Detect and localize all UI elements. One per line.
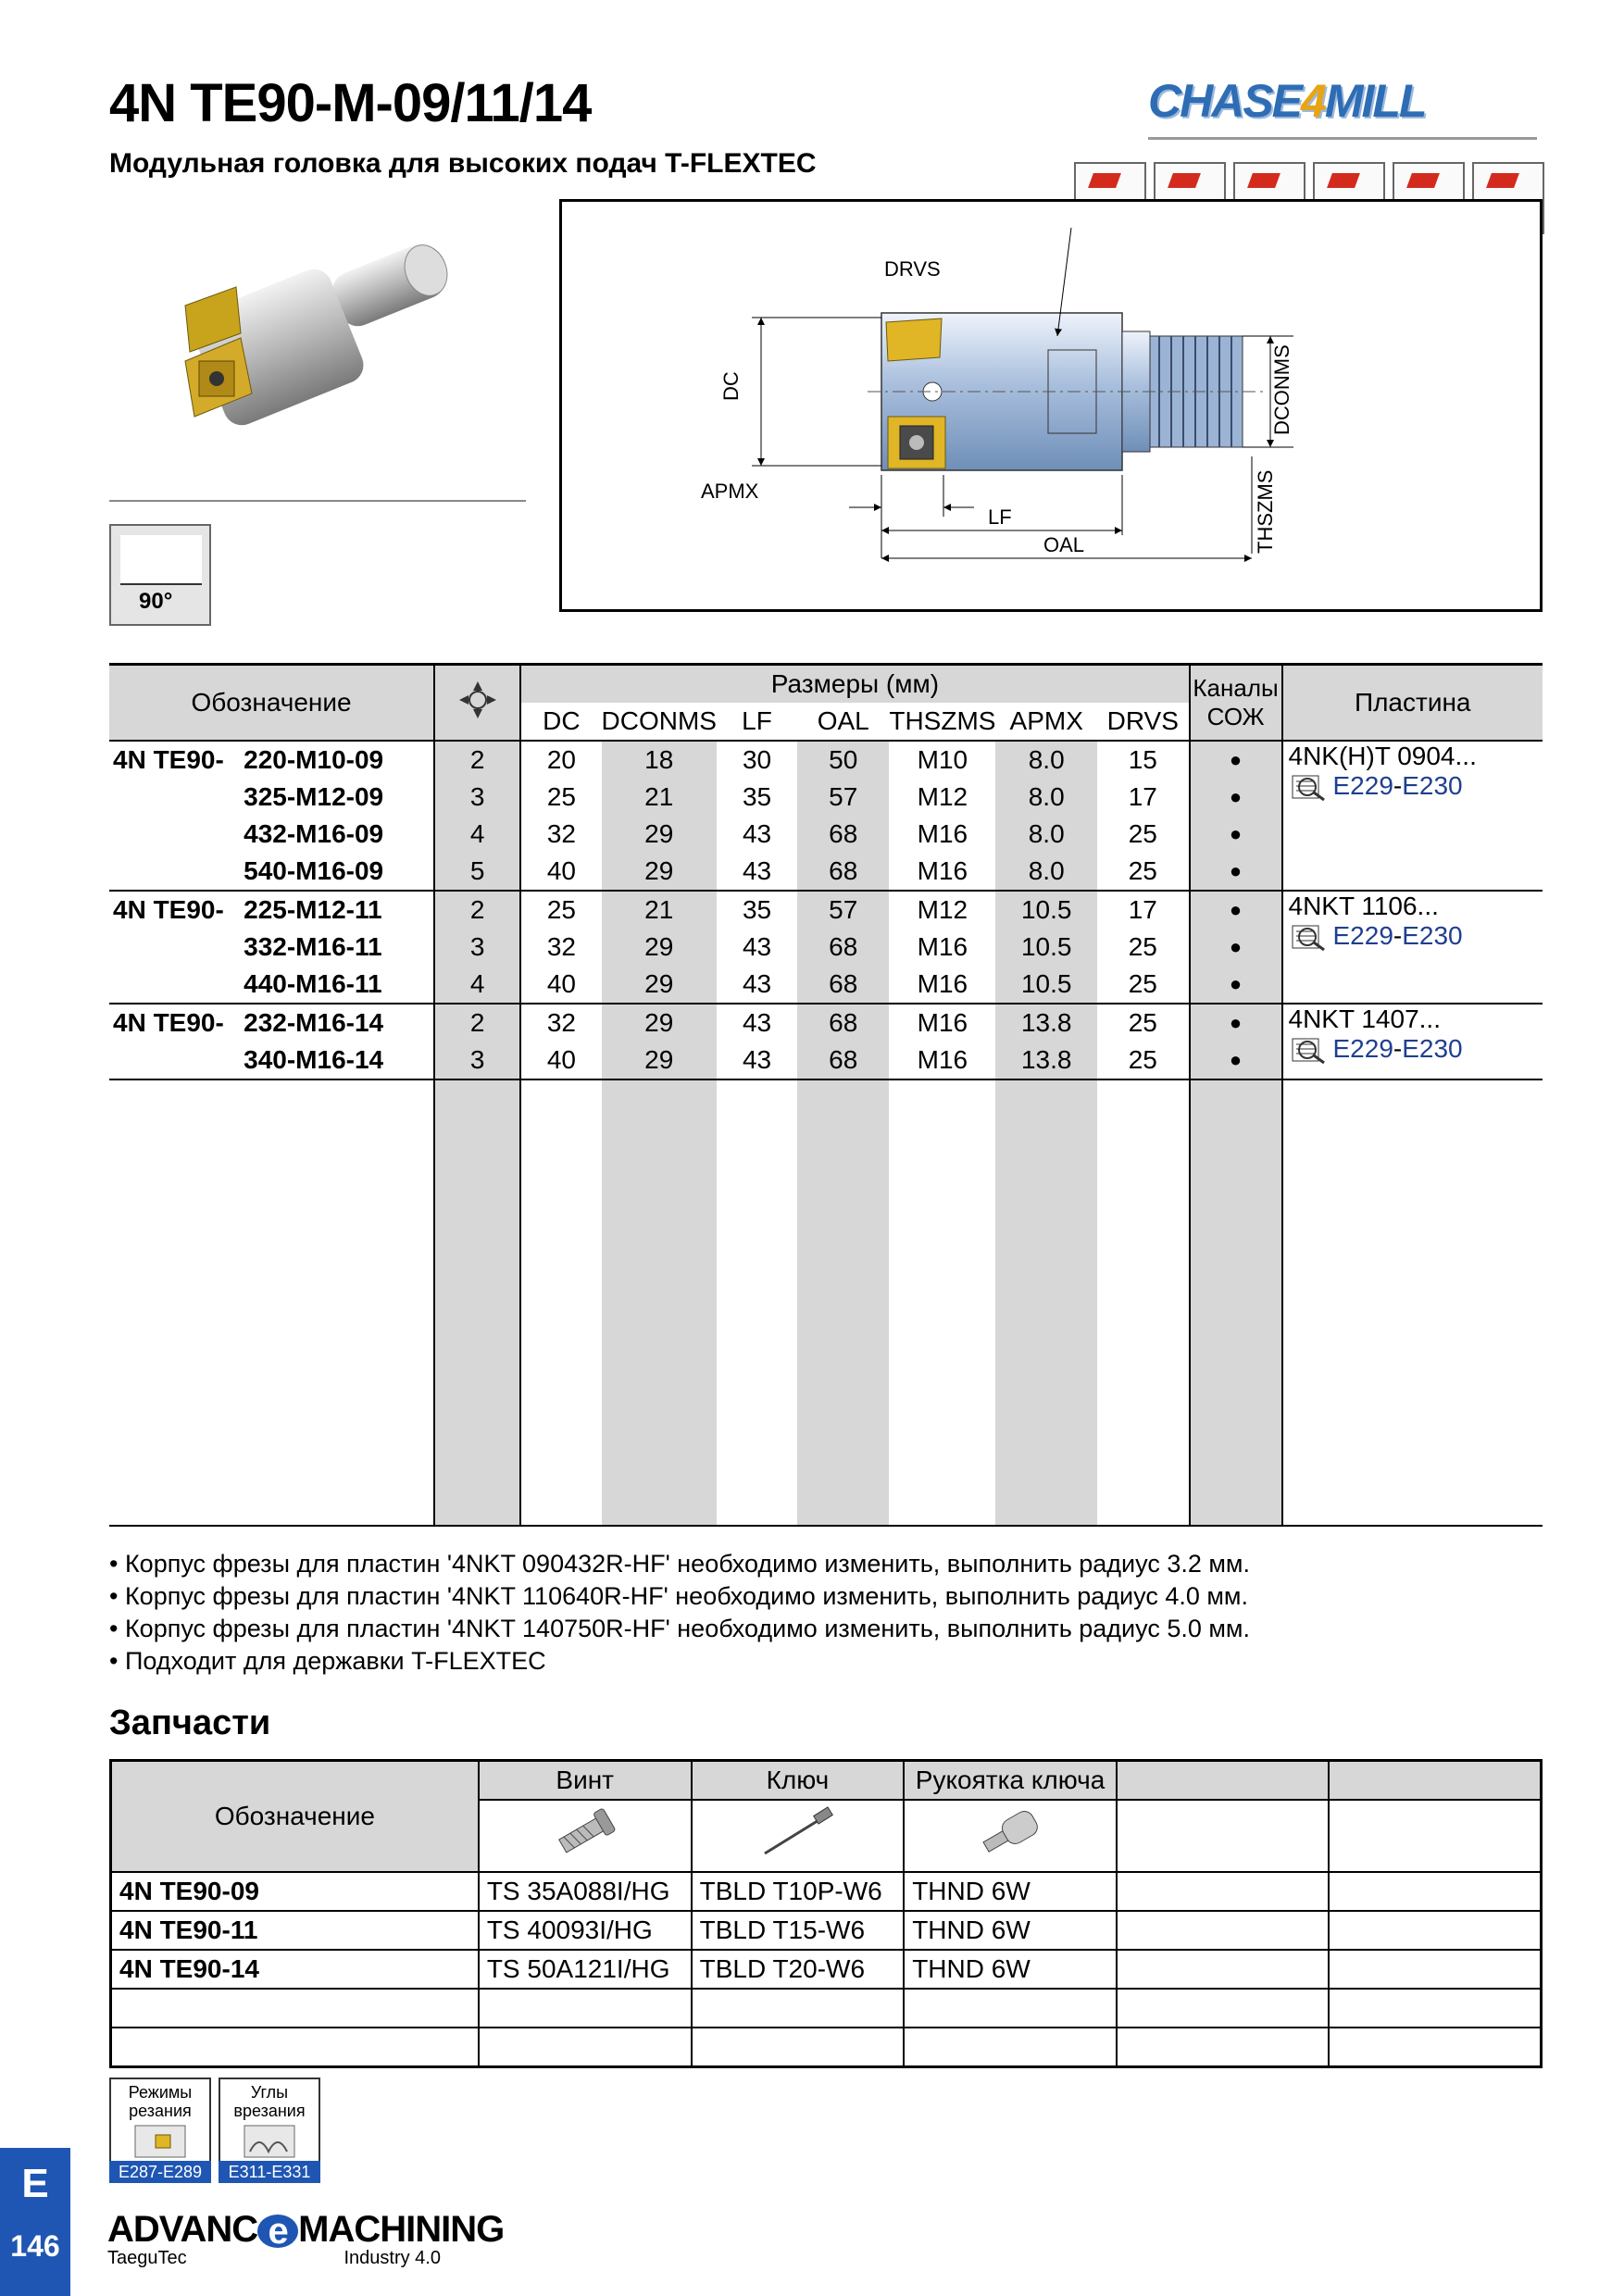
dim-dc: 40 bbox=[520, 966, 601, 1004]
dim-dc: 40 bbox=[520, 1042, 601, 1079]
dim-dconms: 29 bbox=[602, 853, 717, 891]
dim-thszms: M16 bbox=[917, 856, 968, 885]
dim-dc: 20 bbox=[520, 741, 601, 779]
spare-code: 4N TE90-11 bbox=[111, 1911, 479, 1950]
col-lf: LF bbox=[717, 703, 797, 741]
dim-thszms: M12 bbox=[917, 782, 968, 811]
ref-separator: - bbox=[1393, 1034, 1403, 1063]
designation-code: 440-M16-11 bbox=[244, 969, 382, 998]
coolant-indicator: ● bbox=[1190, 966, 1282, 1004]
dim-lf: 43 bbox=[742, 856, 772, 885]
dim-lf: 43 bbox=[717, 1004, 797, 1042]
designation-code: 225-M12-11 bbox=[238, 891, 434, 929]
ref-separator: - bbox=[1393, 921, 1403, 950]
chase4mill-logo: CHASE4MILL bbox=[1148, 74, 1537, 135]
dim-drvs: 25 bbox=[1128, 856, 1157, 885]
designation-code: 332-M16-11 bbox=[244, 932, 382, 961]
screw-icon-cell bbox=[479, 1800, 692, 1872]
col-drvs: DRVS bbox=[1097, 703, 1190, 741]
code-prefix bbox=[109, 816, 238, 853]
main-table bbox=[109, 663, 1543, 1527]
dim-oal: 68 bbox=[797, 929, 889, 966]
designation-code: 232-M16-14 bbox=[238, 1004, 434, 1042]
dim-apmx: 8.0 bbox=[995, 779, 1097, 816]
dim-dc: 40 bbox=[520, 853, 601, 891]
dim-oal: 68 bbox=[797, 966, 889, 1004]
dim-dconms: 21 bbox=[602, 891, 717, 929]
teeth-count: 4 bbox=[434, 816, 520, 853]
approach-angle-label: 90° bbox=[139, 589, 173, 614]
teeth-count: 3 bbox=[434, 929, 520, 966]
dim-apmx: 13.8 bbox=[995, 1004, 1097, 1042]
spare-empty-cell bbox=[1117, 1800, 1329, 1872]
teeth-count: 2 bbox=[434, 741, 520, 779]
col-apmx: APMX bbox=[995, 703, 1097, 741]
table-row bbox=[109, 891, 1543, 929]
taegutec-label: TaeguTec bbox=[107, 2248, 187, 2268]
handle-icon-cell bbox=[904, 1800, 1117, 1872]
col-coolant: Каналы СОЖ bbox=[1190, 665, 1282, 742]
notes bbox=[109, 1548, 1250, 1678]
spare-col-empty-1 bbox=[1117, 1761, 1329, 1801]
catalog-book-icon bbox=[1289, 774, 1330, 802]
approach-angle-box bbox=[109, 524, 211, 626]
dim-drvs: 25 bbox=[1128, 932, 1157, 961]
col-dimensions: Размеры (мм) bbox=[520, 665, 1189, 704]
coolant-indicator: ● bbox=[1190, 1004, 1282, 1042]
insert-name: 4NK(H)T 0904... bbox=[1288, 742, 1477, 770]
spare-col-screw: Винт bbox=[479, 1761, 692, 1801]
cutting-data-icon bbox=[128, 2120, 193, 2161]
coolant-indicator: ● bbox=[1190, 891, 1282, 929]
dim-drvs: 25 bbox=[1128, 1045, 1157, 1074]
designation-code: 432-M16-09 bbox=[244, 819, 384, 848]
insert-name: 4NKT 1407... bbox=[1288, 1004, 1441, 1033]
dim-drvs: 25 bbox=[1128, 819, 1157, 848]
spare-code: 4N TE90-09 bbox=[111, 1872, 479, 1911]
code-prefix bbox=[109, 929, 238, 966]
col-dc: DC bbox=[520, 703, 601, 741]
designation-code: 540-M16-09 bbox=[244, 856, 384, 885]
dim-dconms: 29 bbox=[602, 1004, 717, 1042]
dim-drvs: 17 bbox=[1097, 891, 1190, 929]
ramping-angles-icon bbox=[237, 2120, 302, 2161]
dim-thszms: M12 bbox=[889, 891, 995, 929]
cutting-data-ref[interactable]: E287-E289 bbox=[109, 2161, 211, 2183]
spare-col-key: Ключ bbox=[692, 1761, 905, 1801]
spare-row bbox=[111, 1950, 1542, 1989]
insert-ref[interactable] bbox=[1289, 771, 1543, 802]
dim-drvs: 25 bbox=[1097, 1004, 1190, 1042]
teeth-count: 3 bbox=[434, 779, 520, 816]
col-dconms: DCONMS bbox=[602, 703, 717, 741]
col-designation: Обозначение bbox=[109, 665, 434, 742]
dim-dc: 32 bbox=[520, 929, 601, 966]
dim-thszms: M16 bbox=[917, 1045, 968, 1074]
dim-oal: 68 bbox=[797, 1004, 889, 1042]
dim-lf: 35 bbox=[717, 891, 797, 929]
dim-dconms: 29 bbox=[602, 816, 717, 853]
dim-oal: 68 bbox=[797, 1042, 889, 1079]
svg-text:OAL: OAL bbox=[1043, 533, 1085, 556]
dim-lf: 35 bbox=[742, 782, 772, 811]
spare-empty-row bbox=[111, 2028, 1542, 2067]
logo-subline bbox=[107, 2248, 441, 2269]
insert-cell bbox=[1282, 891, 1543, 1004]
coolant-indicator: ● bbox=[1190, 929, 1282, 966]
svg-text:THSZMS: THSZMS bbox=[1254, 469, 1277, 554]
table-row bbox=[109, 1004, 1543, 1042]
insert-name: 4NKT 1106... bbox=[1288, 892, 1439, 920]
dim-lf: 43 bbox=[742, 969, 772, 998]
code-prefix bbox=[109, 1042, 238, 1079]
catalog-book-icon bbox=[1289, 1037, 1330, 1065]
logo-text-b: MACHINING bbox=[298, 2209, 505, 2250]
code-prefix bbox=[109, 853, 238, 891]
ref-end: E230 bbox=[1402, 921, 1463, 950]
dimension-drawing bbox=[559, 199, 1543, 612]
teeth-count: 4 bbox=[434, 966, 520, 1004]
code-prefix bbox=[109, 779, 238, 816]
ramping-angles-label: Углы врезания bbox=[233, 2083, 306, 2120]
note-4: • Подходит для державки T-FLEXTEC bbox=[109, 1647, 546, 1675]
page-number: 146 bbox=[10, 2229, 60, 2263]
key-icon-cell bbox=[692, 1800, 905, 1872]
spare-empty-cell bbox=[1117, 1911, 1329, 1950]
logo-e: e bbox=[257, 2215, 298, 2248]
divider bbox=[109, 500, 526, 502]
teeth-count: 3 bbox=[434, 1042, 520, 1079]
logo-text-a: ADVANC bbox=[107, 2209, 258, 2250]
dim-drvs: 17 bbox=[1128, 782, 1157, 811]
dim-dconms: 29 bbox=[602, 1042, 717, 1079]
dim-apmx: 10.5 bbox=[995, 929, 1097, 966]
spare-empty-cell bbox=[1329, 1800, 1541, 1872]
note-3: • Корпус фрезы для пластин '4NKT 140750R-HF' необходимо изменить, выполнить радиус 5.0 мм. bbox=[109, 1615, 1250, 1642]
spare-col-handle: Рукоятка ключа bbox=[904, 1761, 1117, 1801]
dim-oal: 68 bbox=[797, 816, 889, 853]
teeth-count: 2 bbox=[434, 1004, 520, 1042]
dim-thszms: M10 bbox=[889, 741, 995, 779]
teeth-count-icon bbox=[457, 680, 498, 720]
spare-handle: THND 6W bbox=[904, 1911, 1117, 1950]
teeth-count: 2 bbox=[434, 891, 520, 929]
svg-text:LF: LF bbox=[988, 505, 1012, 529]
insert-cell bbox=[1282, 741, 1543, 891]
col-teeth bbox=[434, 665, 520, 742]
dim-lf: 43 bbox=[742, 819, 772, 848]
spare-empty-row bbox=[111, 1989, 1542, 2028]
code-prefix: 4N TE90- bbox=[109, 891, 238, 929]
spare-key: TBLD T10P-W6 bbox=[692, 1872, 905, 1911]
spare-empty-cell bbox=[1329, 1911, 1541, 1950]
spare-col-empty-2 bbox=[1329, 1761, 1541, 1801]
svg-text:DCONMS: DCONMS bbox=[1270, 344, 1293, 435]
spare-empty-cell bbox=[1117, 1872, 1329, 1911]
code-prefix: 4N TE90- bbox=[109, 1004, 238, 1042]
dim-thszms: M16 bbox=[917, 969, 968, 998]
spare-key: TBLD T15-W6 bbox=[692, 1911, 905, 1950]
dim-drvs: 15 bbox=[1097, 741, 1190, 779]
dim-apmx: 13.8 bbox=[995, 1042, 1097, 1079]
insert-ref[interactable] bbox=[1289, 921, 1543, 952]
coolant-indicator: ● bbox=[1190, 779, 1282, 816]
col-insert: Пластина bbox=[1282, 665, 1543, 742]
dim-dconms: 21 bbox=[602, 779, 717, 816]
dim-dconms: 18 bbox=[602, 741, 717, 779]
coolant-indicator: ● bbox=[1190, 853, 1282, 891]
advance-machining-logo bbox=[107, 2209, 504, 2251]
dim-dc: 32 bbox=[520, 816, 601, 853]
table-row bbox=[109, 741, 1543, 779]
ref-start: E229 bbox=[1332, 921, 1393, 950]
section-tab bbox=[0, 2148, 70, 2296]
svg-text:APMX: APMX bbox=[701, 480, 759, 503]
key-handle-icon bbox=[973, 1805, 1047, 1861]
screw-icon bbox=[548, 1805, 622, 1861]
teeth-count: 5 bbox=[434, 853, 520, 891]
note-2: • Корпус фрезы для пластин '4NKT 110640R-HF' необходимо изменить, выполнить радиус 4.0 мм. bbox=[109, 1582, 1248, 1610]
dim-dc: 25 bbox=[520, 891, 601, 929]
cutting-data-box[interactable] bbox=[109, 2078, 211, 2183]
spare-empty-cell bbox=[1117, 1950, 1329, 1989]
spare-handle: THND 6W bbox=[904, 1872, 1117, 1911]
dim-lf: 43 bbox=[742, 932, 772, 961]
dim-thszms: M16 bbox=[917, 819, 968, 848]
dim-apmx: 10.5 bbox=[995, 891, 1097, 929]
designation-code: 325-M12-09 bbox=[244, 782, 384, 811]
dim-thszms: M16 bbox=[917, 932, 968, 961]
coolant-indicator: ● bbox=[1190, 816, 1282, 853]
spare-row bbox=[111, 1872, 1542, 1911]
spare-col-designation: Обозначение bbox=[111, 1761, 479, 1873]
ref-end: E230 bbox=[1402, 771, 1463, 800]
code-prefix bbox=[109, 966, 238, 1004]
coolant-indicator: ● bbox=[1190, 741, 1282, 779]
spare-parts-title: Запчасти bbox=[109, 1703, 271, 1742]
dim-apmx: 10.5 bbox=[995, 966, 1097, 1004]
code-prefix: 4N TE90- bbox=[109, 741, 238, 779]
dim-oal: 68 bbox=[797, 853, 889, 891]
dim-dc: 25 bbox=[520, 779, 601, 816]
spare-parts-table bbox=[109, 1759, 1543, 2068]
dim-dconms: 29 bbox=[602, 966, 717, 1004]
spare-empty-cell bbox=[1329, 1950, 1541, 1989]
cutting-data-label: Режимы резания bbox=[128, 2083, 193, 2120]
dim-lf: 43 bbox=[742, 1045, 772, 1074]
dim-oal: 50 bbox=[797, 741, 889, 779]
ref-end: E230 bbox=[1402, 1034, 1463, 1063]
industry-label: Industry 4.0 bbox=[344, 2248, 441, 2268]
dim-oal: 57 bbox=[797, 891, 889, 929]
insert-ref[interactable] bbox=[1289, 1034, 1543, 1065]
dim-apmx: 8.0 bbox=[995, 741, 1097, 779]
spare-code: 4N TE90-14 bbox=[111, 1950, 479, 1989]
col-thszms: THSZMS bbox=[889, 703, 995, 741]
dim-oal: 57 bbox=[797, 779, 889, 816]
section-letter: E bbox=[21, 2161, 49, 2206]
dim-apmx: 8.0 bbox=[995, 816, 1097, 853]
page-title: 4N TE90-M-09/11/14 bbox=[109, 73, 592, 133]
col-oal: OAL bbox=[797, 703, 889, 741]
designation-code: 220-M10-09 bbox=[238, 741, 434, 779]
empty-row bbox=[109, 1079, 1543, 1117]
torx-key-icon bbox=[756, 1805, 839, 1861]
ramping-angles-ref[interactable]: E311-E331 bbox=[219, 2161, 320, 2183]
tool-photo bbox=[148, 231, 463, 454]
catalog-book-icon bbox=[1289, 924, 1330, 952]
dim-dconms: 29 bbox=[602, 929, 717, 966]
svg-text:DRVS: DRVS bbox=[884, 257, 941, 281]
dim-lf: 30 bbox=[717, 741, 797, 779]
insert-cell bbox=[1282, 1004, 1543, 1079]
designation-code: 340-M16-14 bbox=[244, 1045, 384, 1074]
coolant-indicator: ● bbox=[1190, 1042, 1282, 1079]
spare-key: TBLD T20-W6 bbox=[692, 1950, 905, 1989]
ref-start: E229 bbox=[1332, 771, 1393, 800]
ref-start: E229 bbox=[1332, 1034, 1393, 1063]
dim-thszms: M16 bbox=[889, 1004, 995, 1042]
dim-drvs: 25 bbox=[1128, 969, 1157, 998]
ref-separator: - bbox=[1393, 771, 1403, 800]
dim-dc: 32 bbox=[520, 1004, 601, 1042]
svg-text:DC: DC bbox=[719, 371, 743, 401]
spare-screw: TS 35A088I/HG bbox=[479, 1872, 692, 1911]
ramping-angles-box[interactable] bbox=[219, 2078, 320, 2183]
dim-apmx: 8.0 bbox=[995, 853, 1097, 891]
note-1: • Корпус фрезы для пластин '4NKT 090432R-HF' необходимо изменить, выполнить радиус 3.2 мм. bbox=[109, 1550, 1250, 1578]
spare-screw: TS 50A121I/HG bbox=[479, 1950, 692, 1989]
spare-handle: THND 6W bbox=[904, 1950, 1117, 1989]
spare-screw: TS 40093I/HG bbox=[479, 1911, 692, 1950]
page-subtitle: Модульная головка для высоких подач T-FLEXTEC bbox=[109, 148, 817, 179]
spare-empty-cell bbox=[1329, 1872, 1541, 1911]
spare-row bbox=[111, 1911, 1542, 1950]
